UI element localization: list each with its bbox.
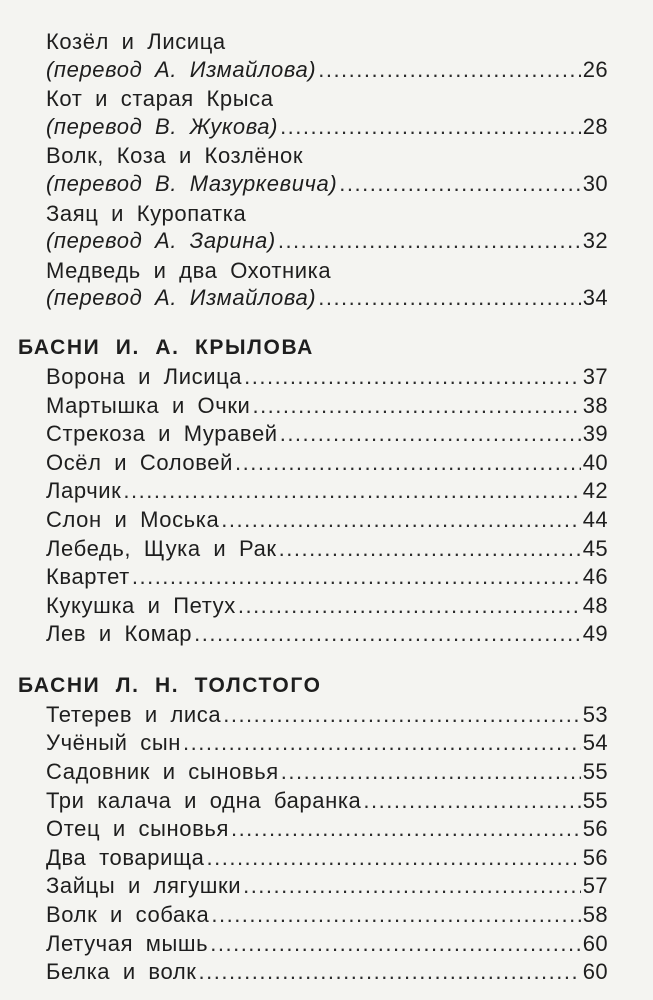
toc-entry[interactable]: [46, 702, 608, 731]
page-number: 34: [582, 285, 608, 311]
toc-entry[interactable]: [46, 816, 608, 845]
entry-subline: [46, 228, 608, 257]
entry-title: Учёный сын: [46, 730, 181, 756]
toc-entry[interactable]: [46, 393, 608, 422]
section-spacer: [0, 650, 653, 670]
page-number: 46: [582, 564, 608, 590]
toc-entry[interactable]: [46, 621, 608, 650]
dot-leader: [199, 959, 581, 985]
section-heading-tolstoy: БАСНИ Л. Н. ТОЛСТОГО: [18, 673, 322, 697]
entry-title: Осёл и Соловей: [46, 449, 234, 475]
page-number: 26: [582, 56, 608, 82]
page-number: 37: [582, 363, 608, 389]
entry-title: Белка и волк: [46, 959, 197, 985]
toc-entry[interactable]: [46, 931, 608, 960]
toc-entry[interactable]: [46, 959, 608, 988]
dot-leader: [279, 536, 581, 562]
page-number: 54: [582, 730, 608, 756]
entry-translator: (перевод А. Зарина): [46, 228, 276, 254]
entry-title: Медведь и два Охотника: [46, 257, 332, 283]
page-number: 42: [582, 478, 608, 504]
toc-entry[interactable]: [46, 257, 608, 314]
dot-leader: [221, 507, 580, 533]
entry-subline: [46, 114, 608, 143]
dot-leader: [207, 845, 581, 871]
entry-title: Летучая мышь: [46, 930, 209, 956]
page-number: 55: [582, 759, 608, 785]
entry-translator: (перевод В. Жукова): [46, 113, 279, 139]
dot-leader: [281, 759, 581, 785]
entry-title: Ворона и Лисица: [46, 363, 243, 389]
toc-entry[interactable]: [46, 902, 608, 931]
page-number: 45: [582, 535, 608, 561]
dot-leader: [252, 393, 580, 419]
dot-leader: [238, 593, 581, 619]
section-heading-krylov: БАСНИ И. А. КРЫЛОВА: [18, 335, 314, 359]
dot-leader: [183, 730, 581, 756]
page-number: 32: [582, 228, 608, 254]
entry-subline: [46, 171, 608, 200]
entry-title: Зайцы и лягушки: [46, 873, 242, 899]
dot-leader: [235, 450, 581, 476]
toc-entry[interactable]: [46, 564, 608, 593]
entry-title: Ларчик: [46, 478, 122, 504]
page-number: 30: [582, 170, 608, 196]
entry-title: Квартет: [46, 564, 130, 590]
entry-title: Волк, Коза и Козлёнок: [46, 143, 304, 169]
entry-translator: (перевод В. Мазуркевича): [46, 170, 338, 196]
dot-leader: [243, 873, 581, 899]
toc-entry[interactable]: [46, 200, 608, 257]
toc-entry[interactable]: [46, 873, 608, 902]
dot-leader: [318, 285, 581, 311]
dot-leader: [318, 57, 581, 83]
page-number: 60: [582, 930, 608, 956]
entry-title: Два товарища: [46, 844, 205, 870]
dot-leader: [278, 228, 581, 254]
page-number: 58: [582, 902, 608, 928]
page-number: 48: [582, 592, 608, 618]
toc-entry[interactable]: [46, 788, 608, 817]
entry-title: Кукушка и Петух: [46, 592, 236, 618]
entry-translator: (перевод А. Измайлова): [46, 56, 317, 82]
toc-entry[interactable]: [46, 450, 608, 479]
entry-title: Кот и старая Крыса: [46, 86, 274, 112]
entry-title: Мартышка и Очки: [46, 392, 251, 418]
page-number: 53: [582, 701, 608, 727]
entry-title: Стрекоза и Муравей: [46, 421, 278, 447]
dot-leader: [231, 816, 581, 842]
entry-title: Слон и Моська: [46, 506, 220, 532]
dot-leader: [280, 421, 581, 447]
page-number: 56: [582, 844, 608, 870]
entry-title: Лебедь, Щука и Рак: [46, 535, 277, 561]
entry-title: Садовник и сыновья: [46, 759, 279, 785]
dot-leader: [211, 902, 580, 928]
page-number: 38: [582, 392, 608, 418]
dot-leader: [132, 564, 581, 590]
toc-entry[interactable]: [46, 364, 608, 393]
entry-title: Лев и Комар: [46, 621, 193, 647]
entry-title: Козёл и Лисица: [46, 29, 226, 54]
section-spacer: [0, 314, 653, 332]
page-number: 44: [582, 506, 608, 532]
toc-entry[interactable]: [46, 507, 608, 536]
entry-title: Волк и собака: [46, 902, 210, 928]
page-number: 57: [582, 873, 608, 899]
entry-subline: [46, 285, 608, 314]
page-number: 55: [582, 787, 608, 813]
entry-title: Заяц и Куропатка: [46, 200, 247, 226]
toc-entry[interactable]: [46, 28, 608, 85]
entry-title: Отец и сыновья: [46, 816, 229, 842]
toc-entry[interactable]: [46, 730, 608, 759]
dot-leader: [244, 364, 581, 390]
entry-translator: (перевод А. Измайлова): [46, 285, 317, 311]
toc-entry[interactable]: [46, 421, 608, 450]
dot-leader: [123, 478, 580, 504]
toc-entry[interactable]: [46, 759, 608, 788]
dot-leader: [280, 114, 581, 140]
toc-entry[interactable]: [46, 845, 608, 874]
toc-entry[interactable]: [46, 142, 608, 199]
dot-leader: [363, 788, 580, 814]
page-number: 39: [582, 421, 608, 447]
entry-title: Три калача и одна баранка: [46, 787, 362, 813]
page-number: 60: [582, 959, 608, 985]
dot-leader: [223, 702, 581, 728]
page-number: 28: [582, 113, 608, 139]
toc-entry[interactable]: [46, 85, 608, 142]
toc-entry[interactable]: [46, 536, 608, 565]
entry-subline: [46, 57, 608, 86]
page-number: 40: [582, 449, 608, 475]
page-number: 56: [582, 816, 608, 842]
toc-entry[interactable]: [46, 593, 608, 622]
toc-entry[interactable]: [46, 478, 608, 507]
dot-leader: [194, 621, 581, 647]
page-number: 49: [582, 621, 608, 647]
entry-title: Тетерев и лиса: [46, 701, 222, 727]
dot-leader: [339, 171, 580, 197]
dot-leader: [210, 931, 580, 957]
